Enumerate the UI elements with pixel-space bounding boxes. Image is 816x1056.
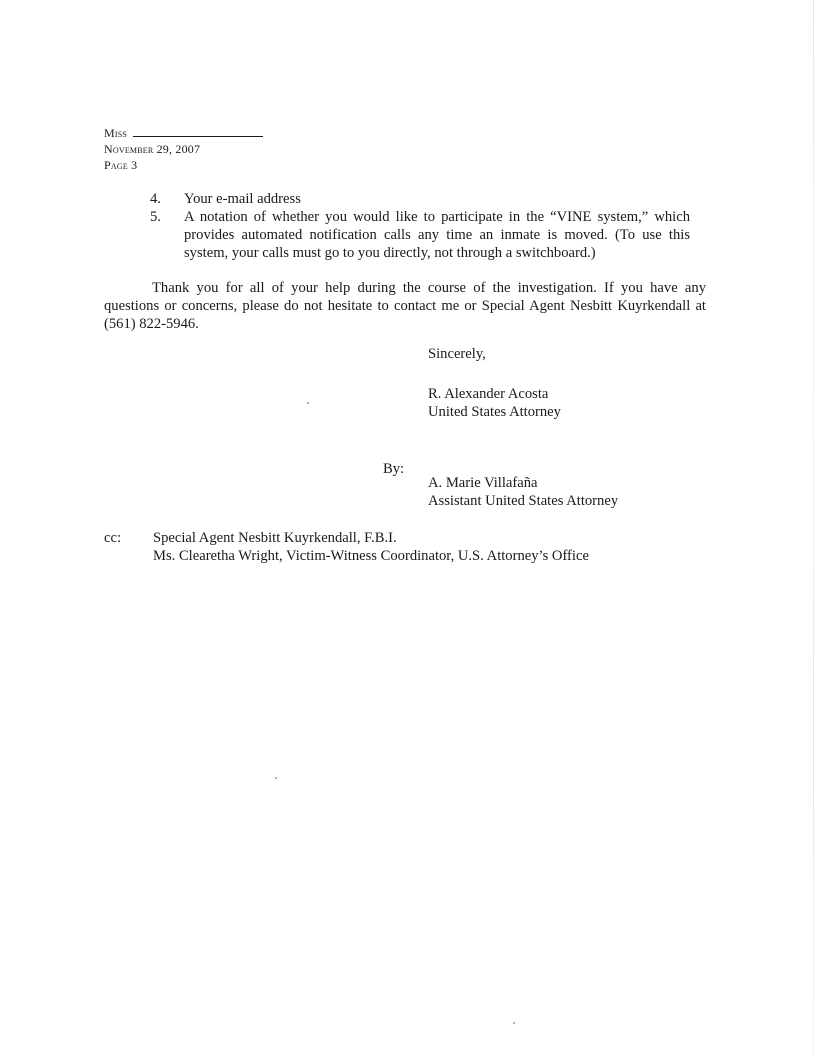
cc-label: cc: bbox=[104, 530, 122, 546]
list-item-text: Your e-mail address bbox=[184, 191, 301, 207]
signature-block-secondary bbox=[428, 474, 618, 510]
cc-list bbox=[153, 529, 589, 565]
list-item bbox=[150, 208, 690, 262]
closing: Sincerely, bbox=[428, 346, 486, 362]
body-paragraph: Thank you for all of your help during the course of the investigation. If you have any questions or concerns, please do not hesitate to contact me or Special Agent Nesbitt Kuyrkendall at (561) 822-5946. bbox=[104, 280, 706, 332]
by-label: By: bbox=[383, 461, 405, 477]
recipient-line bbox=[104, 125, 263, 141]
scan-speck bbox=[275, 777, 277, 779]
letter-header bbox=[104, 125, 263, 173]
numbered-list bbox=[150, 190, 690, 262]
recipient-label: Miss bbox=[104, 126, 128, 140]
list-item-text: A notation of whether you would like to participate in the “VINE system,” which provides automated notification calls any time an inmate is moved. (To use this system, your calls must go to you directly, not through a switchboard.) bbox=[184, 209, 690, 261]
signer-title: Assistant United States Attorney bbox=[428, 493, 619, 509]
signature-block-primary bbox=[428, 385, 561, 421]
page-number: Page 3 bbox=[104, 158, 138, 172]
signer-title: United States Attorney bbox=[428, 404, 561, 420]
recipient-blank bbox=[133, 126, 263, 137]
cc-recipient: Ms. Clearetha Wright, Victim-Witness Coordinator, U.S. Attorney’s Office bbox=[153, 548, 589, 564]
list-item bbox=[150, 190, 690, 208]
letter-date: November 29, 2007 bbox=[104, 142, 201, 156]
signer-name: A. Marie Villafaña bbox=[428, 475, 538, 491]
list-item-number: 5. bbox=[150, 209, 161, 225]
signer-name: R. Alexander Acosta bbox=[428, 386, 549, 402]
scan-edge bbox=[813, 0, 814, 1056]
cc-recipient: Special Agent Nesbitt Kuyrkendall, F.B.I. bbox=[153, 530, 397, 546]
scan-speck bbox=[513, 1022, 515, 1024]
scan-speck bbox=[307, 402, 309, 404]
list-item-number: 4. bbox=[150, 191, 161, 207]
